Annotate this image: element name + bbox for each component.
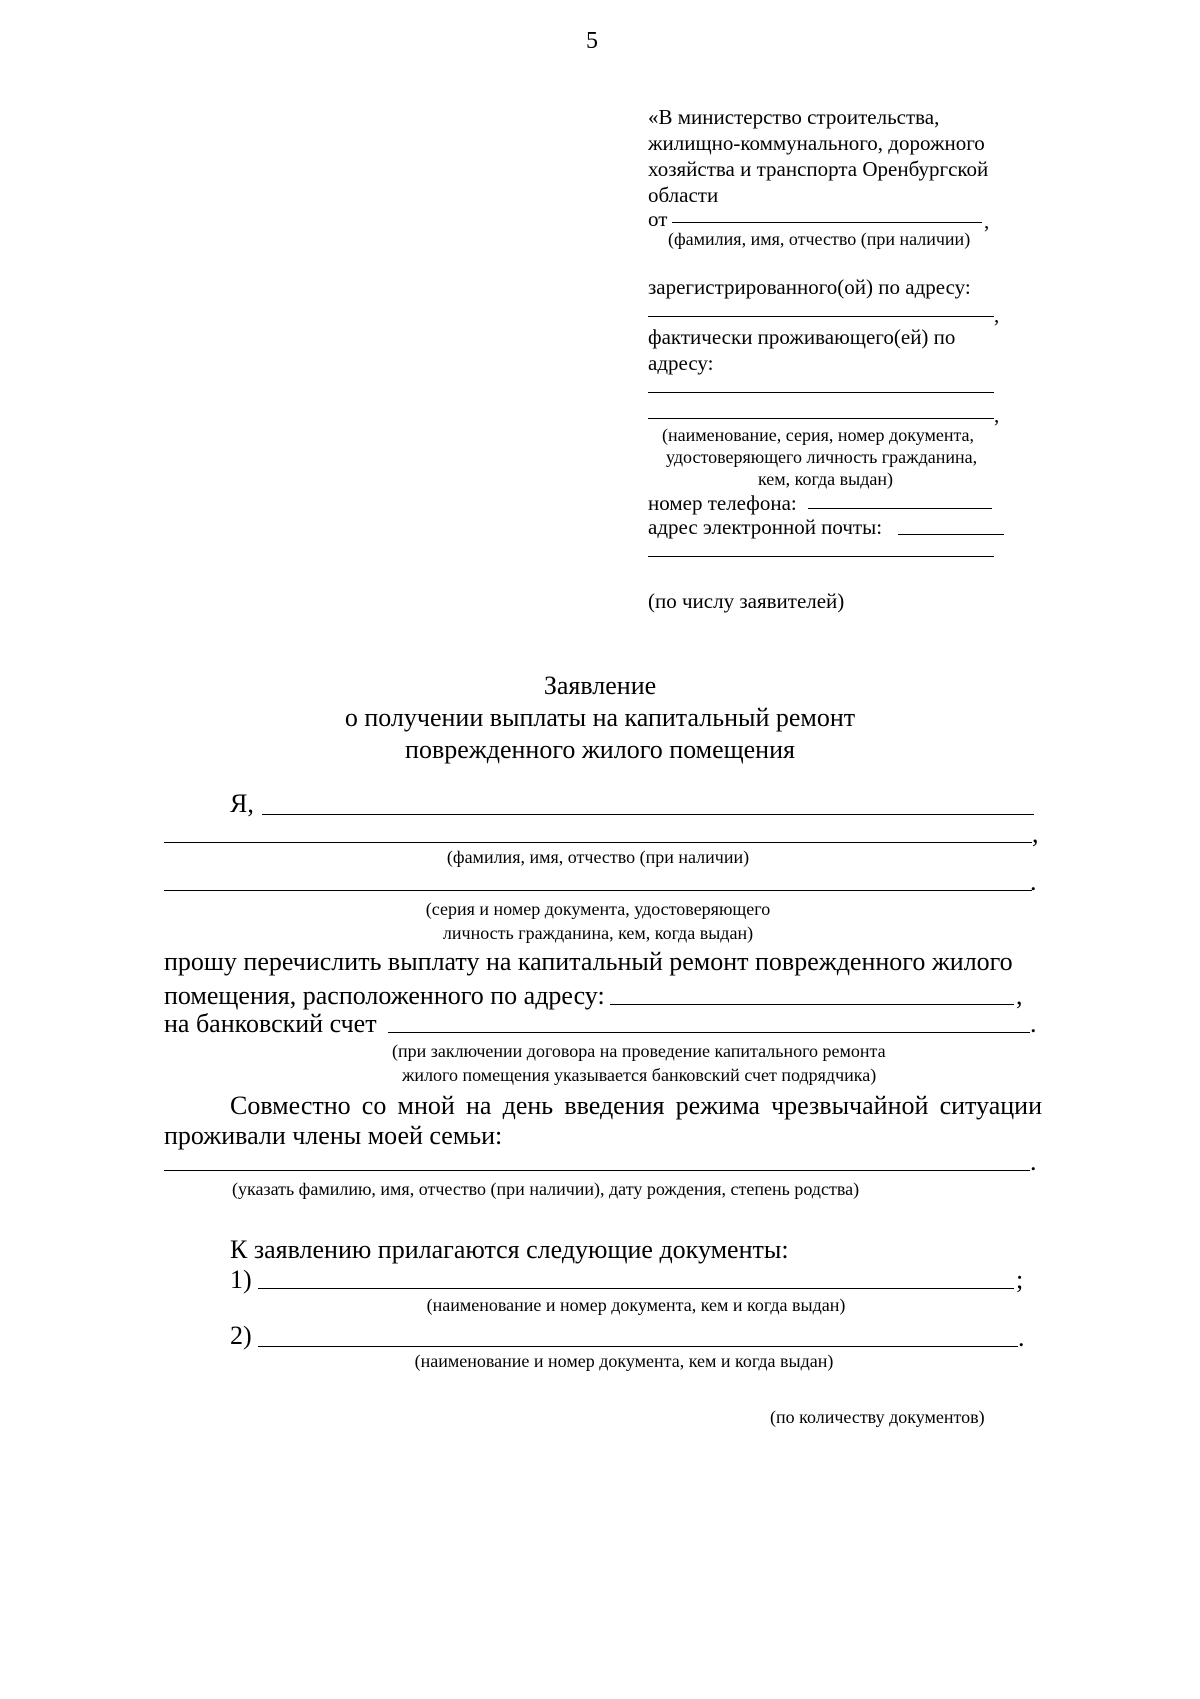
- from-label: от: [648, 207, 668, 231]
- applicant-doc-field[interactable]: [164, 890, 1032, 891]
- applicant-name-field-1[interactable]: [262, 814, 1034, 815]
- addressee-line-4: области: [648, 183, 719, 207]
- registered-comma: ,: [994, 303, 1000, 327]
- fio-hint: (фамилия, имя, отчество (при наличии): [446, 847, 750, 867]
- request-line-1: прошу перечислить выплату на капитальный ремонт поврежденного жилого: [164, 947, 1013, 976]
- registered-address-field[interactable]: [648, 316, 994, 317]
- attachments-count-note: (по количеству документов): [770, 1407, 985, 1427]
- from-comma: ,: [984, 209, 990, 233]
- attachment-2-period: .: [1018, 1323, 1025, 1352]
- attachments-intro: К заявлению прилагаются следующие документы:: [230, 1235, 789, 1264]
- actual-address-comma: ,: [994, 403, 1000, 427]
- property-address-field[interactable]: [610, 1004, 1014, 1005]
- applicants-note: (по числу заявителей): [648, 589, 845, 613]
- email-label: адрес электронной почты:: [648, 515, 883, 539]
- doc-hint-1: (наименование, серия, номер документа,: [662, 425, 975, 445]
- page-number: 5: [586, 28, 598, 54]
- family-line-2: проживали члены моей семьи:: [164, 1121, 503, 1150]
- applicant-name-field-2[interactable]: [164, 842, 1032, 843]
- document-subtitle-2: поврежденного жилого помещения: [405, 735, 795, 764]
- attachment-2-number: 2): [230, 1321, 252, 1350]
- property-address-comma: ,: [1016, 981, 1023, 1010]
- bank-hint-2: жилого помещения указывается банковский счет подрядчика): [402, 1065, 877, 1085]
- doc-hint-3: кем, когда выдан): [758, 469, 894, 489]
- doc-hint-2: удостоверяющего личность гражданина,: [666, 447, 978, 467]
- i-label: Я,: [230, 789, 254, 818]
- attachment-1-field[interactable]: [258, 1288, 1014, 1289]
- phone-label: номер телефона:: [648, 491, 797, 515]
- applicant-name-comma: ,: [1032, 819, 1039, 848]
- email-field[interactable]: [898, 534, 1004, 535]
- bank-hint-1: (при заключении договора на проведение капитального ремонта: [392, 1041, 886, 1061]
- actual-address-label-2: адресу:: [648, 351, 714, 375]
- actual-address-label-1: фактически проживающего(ей) по: [648, 325, 956, 349]
- actual-address-field-1[interactable]: [648, 392, 994, 393]
- attachment-1-number: 1): [230, 1265, 252, 1294]
- document-title: Заявление: [543, 671, 657, 700]
- attachment-1-semicolon: ;: [1016, 1265, 1024, 1294]
- attachment-2-field[interactable]: [258, 1346, 1018, 1347]
- bank-account-field[interactable]: [388, 1032, 1030, 1033]
- applicant-doc-period: .: [1030, 867, 1037, 896]
- bank-account-period: .: [1030, 1009, 1037, 1038]
- family-members-period: .: [1030, 1147, 1037, 1176]
- bank-account-label: на банковский счет: [164, 1009, 377, 1038]
- family-members-field[interactable]: [164, 1170, 1030, 1171]
- from-hint: (фамилия, имя, отчество (при наличии): [668, 229, 971, 249]
- document-subtitle-1: о получении выплаты на капитальный ремонт: [344, 703, 856, 732]
- actual-address-field-2[interactable]: [648, 418, 994, 419]
- request-line-2: помещения, расположенного по адресу:: [164, 981, 605, 1010]
- registered-label: зарегистрированного(ой) по адресу:: [648, 275, 971, 299]
- family-hint: (указать фамилию, имя, отчество (при наличии), дату рождения, степень родства): [232, 1179, 860, 1199]
- family-line-1: Совместно со мной на день введения режима чрезвычайной ситуации: [230, 1091, 1042, 1120]
- attachment-1-hint: (наименование и номер документа, кем и когда выдан): [426, 1295, 846, 1315]
- email-field-continued[interactable]: [648, 556, 994, 557]
- phone-field[interactable]: [808, 508, 992, 509]
- attachment-2-hint: (наименование и номер документа, кем и когда выдан): [414, 1351, 834, 1371]
- addressee-line-2: жилищно-коммунального, дорожного: [648, 131, 985, 155]
- applicant-doc-hint-1: (серия и номер документа, удостоверяющего: [425, 899, 771, 919]
- from-name-field[interactable]: [672, 222, 982, 223]
- applicant-doc-hint-2: личность гражданина, кем, когда выдан): [442, 923, 754, 943]
- addressee-line-1: «В министерство строительства,: [648, 105, 940, 129]
- addressee-line-3: хозяйства и транспорта Оренбургской: [648, 157, 989, 181]
